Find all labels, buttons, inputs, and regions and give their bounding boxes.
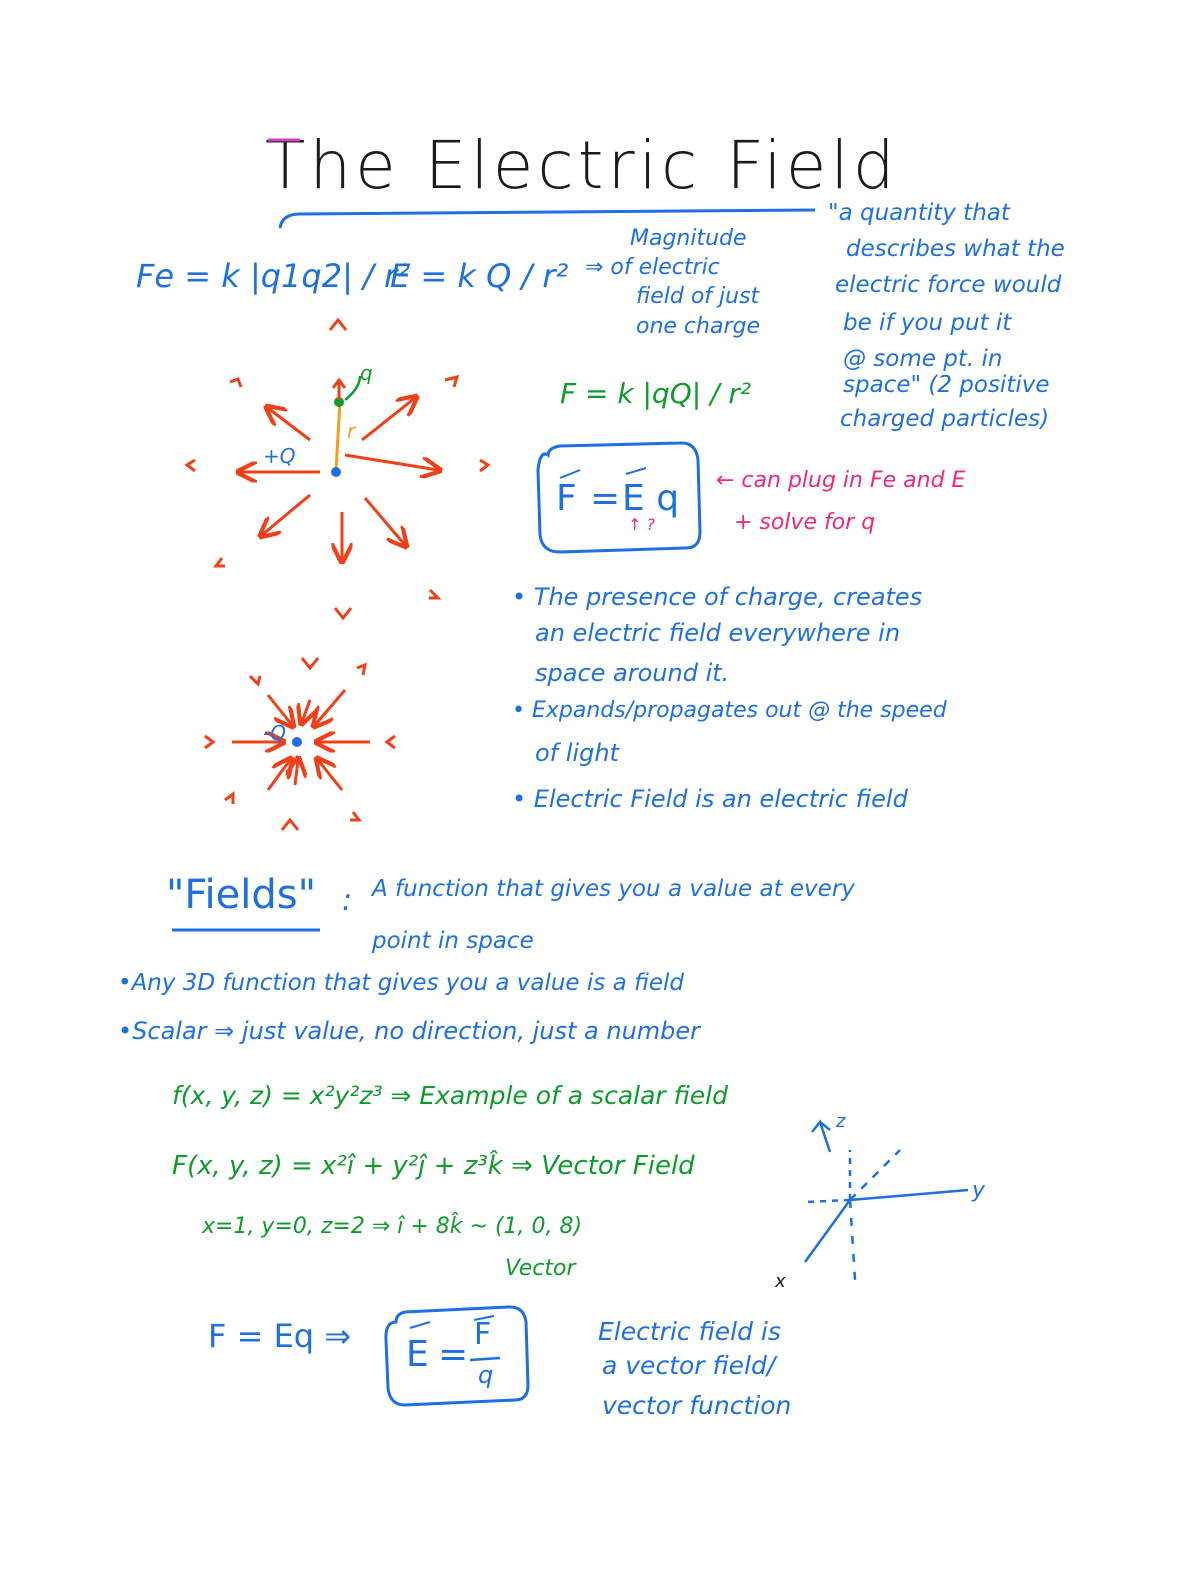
test-charge-label: q	[360, 361, 373, 385]
field-def-lhs: E	[406, 1334, 429, 1375]
notes-page: The Electric Field Fe = k |q1q2| / r² E = k Q / r² Magnitude ⇒ of electric field of just one charge "a quantity that describes what the electric force would be if you put it @ some pt. in space" (2 positive charged particles) +Q q r -Q F = k |qQ| / r² F = E q ↑ ? ← can plug in Fe and E + solve for q • The presence of charge, creates an electric field everywhere in space around it. • Expands/propagates out @ the speed of light • Electric Field is an electric field "Fields" : A function that gives you a value at every point in space •Any 3D function that gives you a value is a field •Scalar ⇒ just value, no direction, just a number f(x, y, z) = x²y²z³ ⇒ Example of a scalar field F(x, y, z) = x²î + y²ĵ + z³k̂ ⇒ Vector Field x=1, y=0, z=2 ⇒ î + 8k̂ ~ (1, 0, 8) Vector z y x F = Eq ⇒ E = F q Electric field is a vector field/ vector function	[0, 0, 1200, 1570]
fields-heading: "Fields"	[166, 872, 316, 918]
field-magnitude-formula: E = k Q / r²	[390, 257, 569, 295]
negative-charge-label: -Q	[263, 721, 286, 745]
boxed-formula-rhs: E q	[622, 478, 680, 519]
field-def-num: F	[474, 1317, 492, 1352]
boxed-formula-lhs: F	[556, 478, 577, 519]
fields-definition-2: point in space	[372, 928, 534, 954]
field-def-den: q	[478, 1361, 494, 1389]
radius-label: r	[347, 419, 356, 443]
vector-field-example: F(x, y, z) = x²î + y²ĵ + z³k̂ ⇒ Vector Field	[172, 1151, 695, 1181]
boxed-formula-eq: =	[590, 478, 621, 519]
vector-evaluation: x=1, y=0, z=2 ⇒ î + 8k̂ ~ (1, 0, 8)	[202, 1214, 583, 1239]
vector-label: Vector	[505, 1256, 576, 1281]
z-axis-label: z	[836, 1111, 846, 1132]
field-def-eq: =	[438, 1334, 469, 1375]
fields-definition-1: A function that gives you a value at every	[372, 876, 855, 902]
fields-colon: :	[342, 883, 353, 918]
positive-charge-label: +Q	[263, 444, 296, 468]
page-title: The Electric Field	[265, 127, 899, 204]
coulomb-force-formula: Fe = k |q1q2| / r²	[136, 257, 410, 295]
y-axis-label: y	[972, 1178, 986, 1203]
force-formula: F = k |qQ| / r²	[560, 377, 752, 410]
x-axis-label: x	[775, 1271, 786, 1292]
boxed-formula-note: ↑ ?	[628, 515, 655, 534]
fields-line-any: •Any 3D function that gives you a value is a field	[118, 970, 684, 996]
force-field-equation: F = Eq ⇒	[208, 1317, 352, 1355]
fields-line-scalar: •Scalar ⇒ just value, no direction, just a number	[118, 1017, 701, 1045]
scalar-field-example: f(x, y, z) = x²y²z³ ⇒ Example of a scalar field	[172, 1081, 728, 1110]
